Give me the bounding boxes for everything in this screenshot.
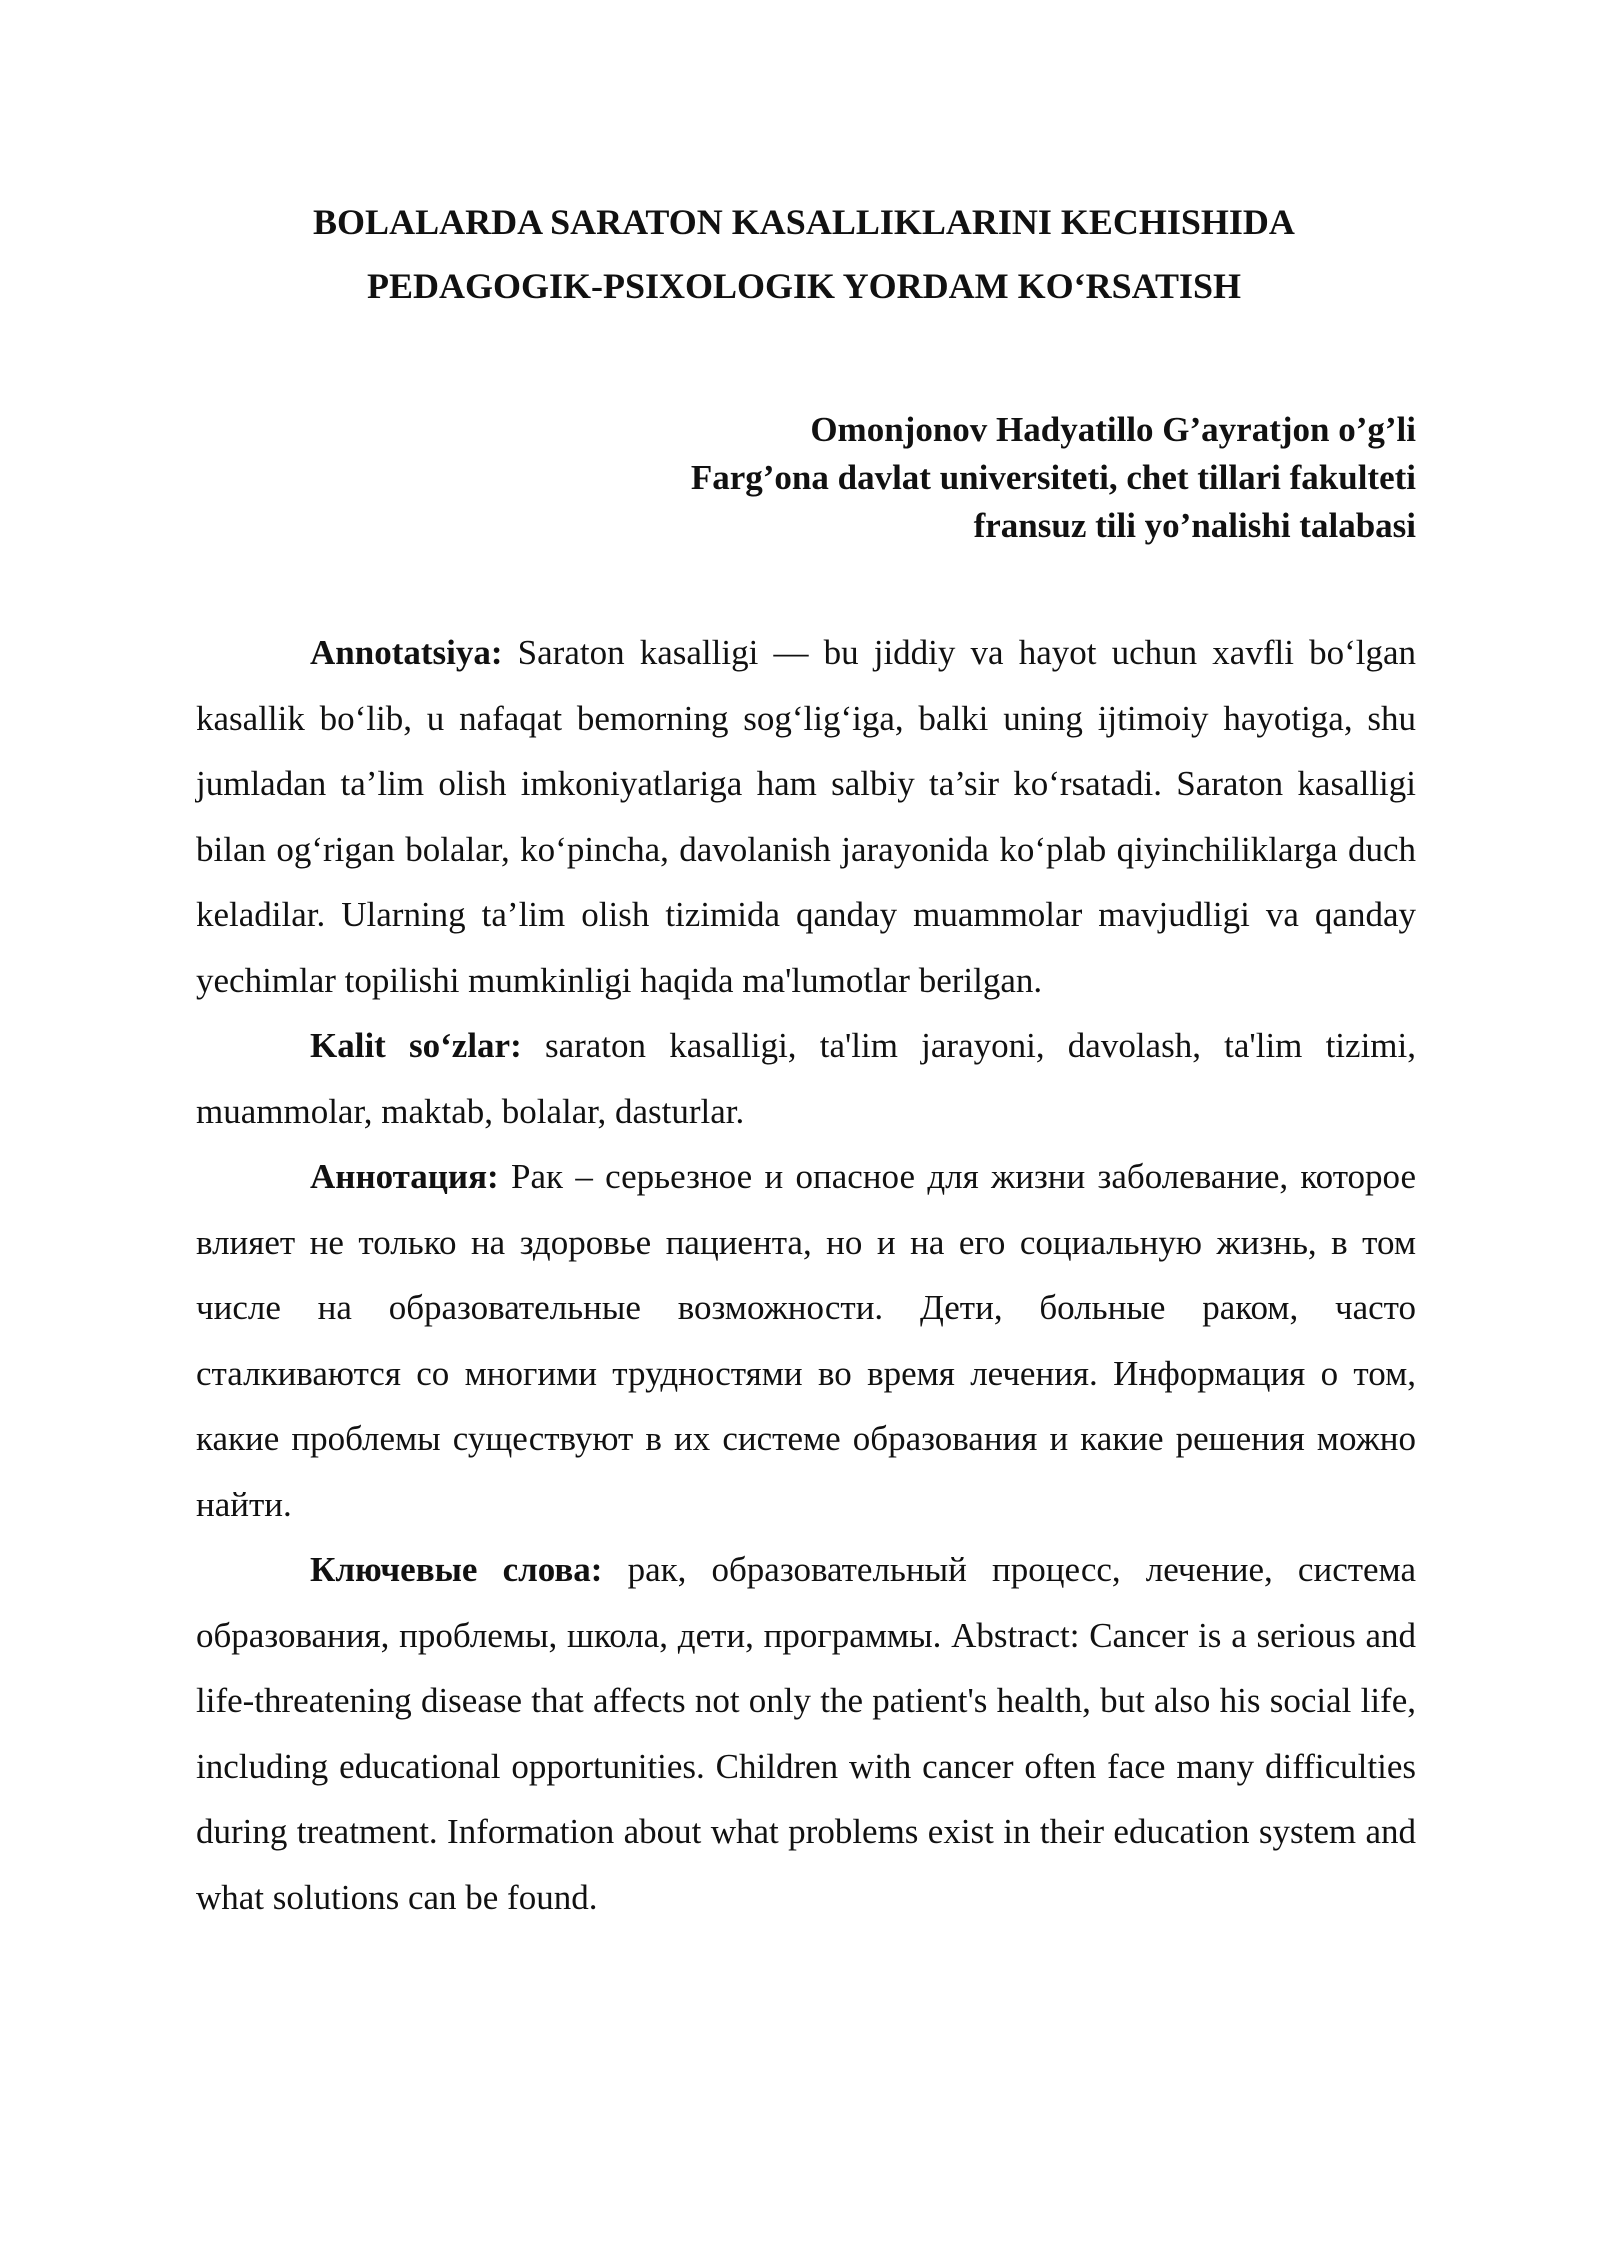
annotation-uz-text: Saraton kasalligi — bu jiddiy va hayot uchun xavfli bo‘lgan kasallik bo‘lib, u nafaqat bemorning sog‘lig‘iga, balki uning ijtimoiy hayotiga, shu jumladan ta’lim olish imkoniyatlariga ham salbiy ta’sir ko‘rsatadi. Saraton kasalligi bilan og‘rigan bolalar, ko‘pincha, davolanish jarayonida ko‘plab qiyinchiliklarga duch keladilar. Ularning ta’lim olish tizimida qanday muammolar mavjudligi va qanday yechimlar topilishi mumkinligi haqida ma'lumotlar berilgan. [196, 633, 1416, 1000]
keywords-ru-text: рак, образовательный процесс, лечение, система образования, проблемы, школа, дети, программы. Abstract: Cancer is a serious and life-threatening disease that affects not only the patient's health, but also his social life, including educational opportunities. Children with cancer often face many difficulties during treatment. Information about what problems exist in their education system and what solutions can be found. [196, 1550, 1417, 1917]
annotation-uz-paragraph [196, 620, 1416, 1013]
keywords-uz-paragraph [196, 1013, 1416, 1144]
keywords-uz-text: saraton kasalligi, ta'lim jarayoni, davolash, ta'lim tizimi, muammolar, maktab, bolalar, dasturlar. [196, 1026, 1416, 1131]
annotation-ru-paragraph [196, 1144, 1416, 1537]
paper-title [192, 190, 1416, 318]
keywords-ru-label: Ключевые слова: [310, 1550, 603, 1589]
annotation-uz-label: Annotatsiya: [310, 633, 503, 672]
annotation-ru-label: Аннотация: [310, 1157, 499, 1196]
document-body [196, 620, 1416, 1930]
paper-title-line-1: BOLALARDA SARATON KASALLIKLARINI KECHISHIDA [313, 202, 1295, 242]
annotation-ru-text: Рак – серьезное и опасное для жизни заболевание, которое влияет не только на здоровье пациента, но и на его социальную жизнь, в том числе на образовательные возможности. Дети, больные раком, часто сталкиваются со многими трудностями во время лечения. Информация о том, какие проблемы существуют в их системе образования и какие решения можно найти. [196, 1157, 1416, 1524]
keywords-ru-paragraph [196, 1537, 1416, 1930]
keywords-uz-label: Kalit so‘zlar: [310, 1026, 522, 1065]
author-block [196, 406, 1416, 550]
paper-title-line-2: PEDAGOGIK-PSIXOLOGIK YORDAM KO‘RSATISH [366, 266, 1242, 306]
author-affiliation: Farg’ona davlat universiteti, chet tillari fakulteti [690, 458, 1416, 497]
author-name: Omonjonov Hadyatillo G’ayratjon o’g’li [810, 410, 1416, 449]
author-position: fransuz tili yo’nalishi talabasi [973, 506, 1416, 545]
document-page [196, 190, 1416, 1930]
